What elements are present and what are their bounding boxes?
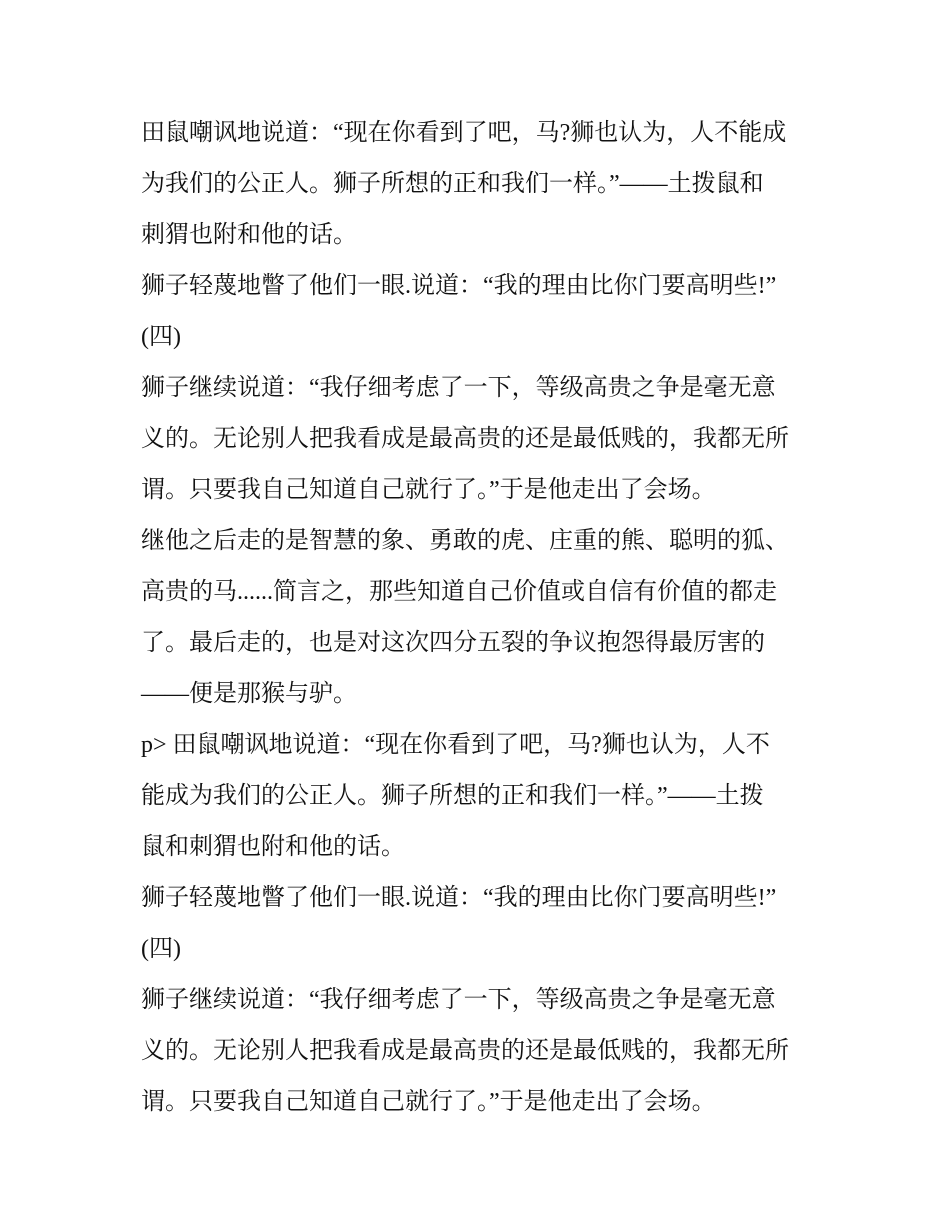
text-line: 继他之后走的是智慧的象、勇敢的虎、庄重的熊、聪明的狐、 <box>141 528 789 554</box>
text-line: 高贵的马......简言之，那些知道自己价值或自信有价值的都走 <box>141 579 777 605</box>
text-line: 谓。只要我自己知道自己就行了。”于是他走出了会场。 <box>141 477 716 503</box>
text-line: 能成为我们的公正人。狮子所想的正和我们一样。”——土拨 <box>141 783 764 809</box>
text-line: p> 田鼠嘲讽地说道：“现在你看到了吧，马?狮也认为，人不 <box>141 732 770 758</box>
document-body <box>141 108 821 1128</box>
text-line: 狮子轻蔑地瞥了他们一眼.说道：“我的理由比你门要高明些!” <box>141 885 777 911</box>
text-line: 为我们的公正人。狮子所想的正和我们一样。”——土拨鼠和 <box>141 171 764 197</box>
text-line: 谓。只要我自己知道自己就行了。”于是他走出了会场。 <box>141 1089 716 1115</box>
text-line: 刺猬也附和他的话。 <box>141 222 357 248</box>
text-line: 义的。无论别人把我看成是最高贵的还是最低贱的，我都无所 <box>141 426 789 452</box>
text-line: 田鼠嘲讽地说道：“现在你看到了吧，马?狮也认为，人不能成 <box>141 120 787 146</box>
text-line: 鼠和刺猬也附和他的话。 <box>141 834 405 860</box>
text-line: 狮子继续说道：“我仔细考虑了一下，等级高贵之争是毫无意 <box>141 987 776 1013</box>
text-line: 义的。无论别人把我看成是最高贵的还是最低贱的，我都无所 <box>141 1038 789 1064</box>
text-line: ——便是那猴与驴。 <box>141 681 357 707</box>
section-marker: (四) <box>141 324 181 350</box>
text-line: 狮子轻蔑地瞥了他们一眼.说道：“我的理由比你门要高明些!” <box>141 273 777 299</box>
text-line: 了。最后走的，也是对这次四分五裂的争议抱怨得最厉害的 <box>141 630 765 656</box>
section-marker: (四) <box>141 936 181 962</box>
text-line: 狮子继续说道：“我仔细考虑了一下，等级高贵之争是毫无意 <box>141 375 776 401</box>
